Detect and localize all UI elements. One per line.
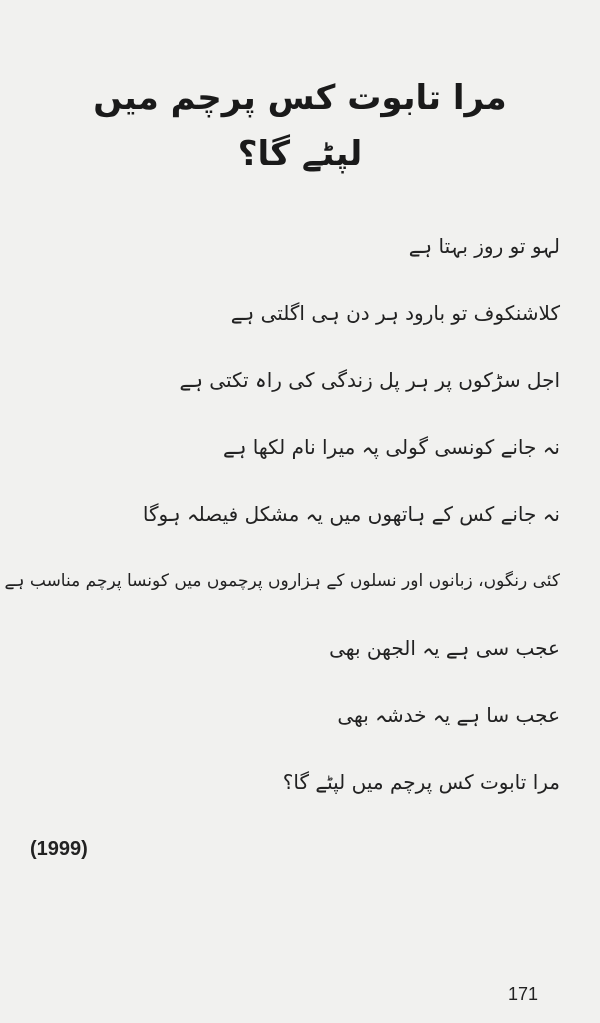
poem-line: لہو تو روز بہتا ہے [408, 233, 560, 258]
poem-line: عجب سی ہے یہ الجھن بھی [329, 635, 560, 660]
page-number: 171 [508, 984, 539, 1004]
poem-title: مرا تابوت کس پرچم میں لپٹے گا؟ [93, 78, 507, 174]
poem-body [4, 212, 566, 815]
poem-line: اجل سڑکوں پر ہر پل زندگی کی راہ تکتی ہے [179, 367, 560, 392]
poem-line: کلاشنکوف تو بارود ہر دن ہی اگلتی ہے [230, 300, 560, 325]
poem-year: (1999) [30, 838, 88, 860]
poem-line: عجب سا ہے یہ خدشہ بھی [337, 702, 560, 727]
poem-line: نہ جانے کونسی گولی پہ میرا نام لکھا ہے [223, 434, 560, 459]
poem-line: نہ جانے کس کے ہاتھوں میں یہ مشکل فیصلہ ہوگا [142, 501, 560, 526]
poem-line: مرا تابوت کس پرچم میں لپٹے گا؟ [282, 769, 560, 794]
poem-line: کئی رنگوں، زبانوں اور نسلوں کے ہزاروں پرچموں میں کونسا پرچم مناسب ہے [4, 571, 560, 591]
